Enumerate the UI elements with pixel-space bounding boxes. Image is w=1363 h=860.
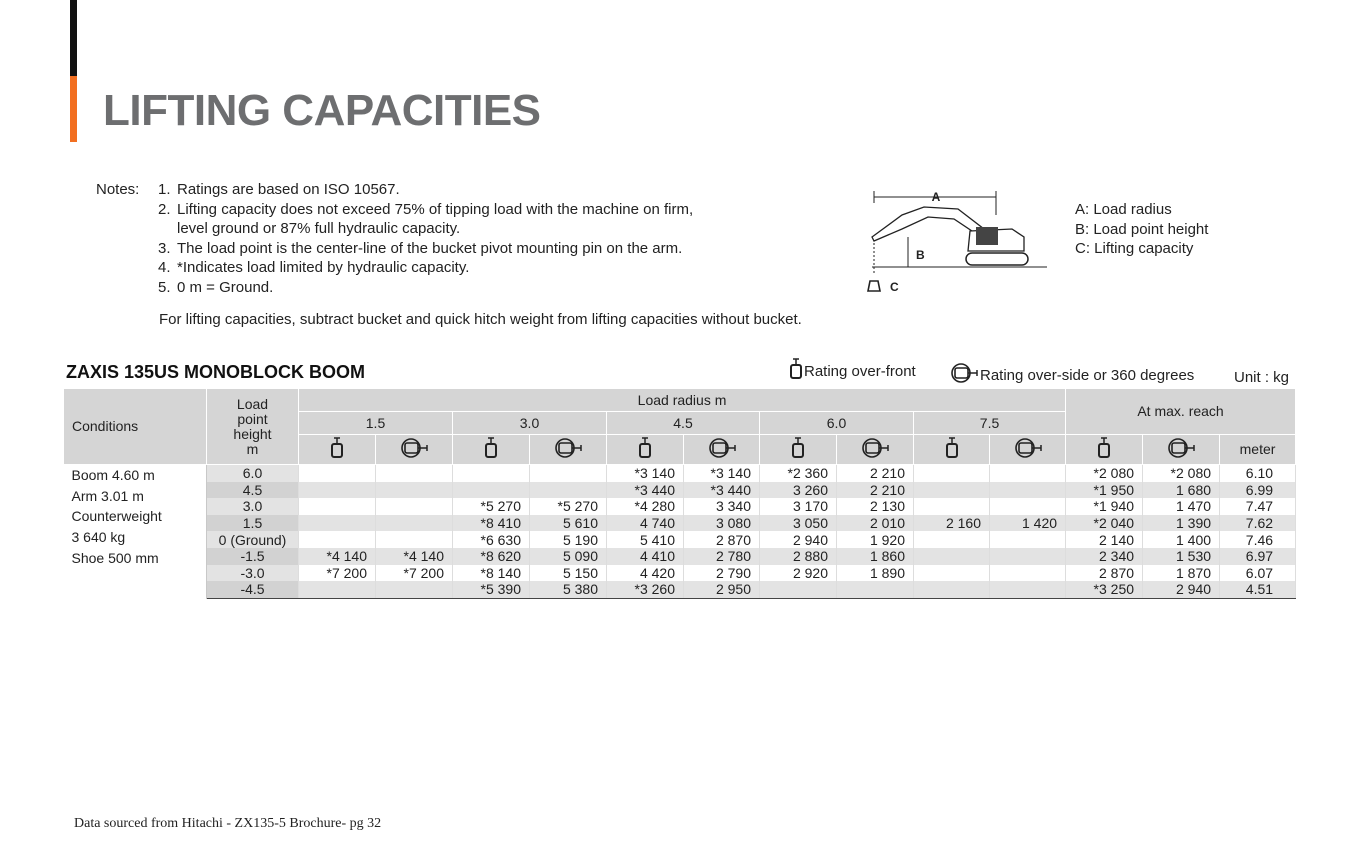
capacity-cell: 3 260 [760,482,837,499]
capacity-cell: 6.10 [1220,465,1296,482]
capacity-cell [990,531,1066,548]
load-point-height-cell: -1.5 [207,548,299,565]
capacity-cell: 3 170 [760,498,837,515]
load-point-height-cell: 3.0 [207,498,299,515]
capacity-cell: 4 740 [607,515,684,532]
note-number: 3. [158,239,171,257]
capacity-cell: 2 140 [1066,531,1143,548]
header-load-radius: Load radius m [299,389,1066,412]
condition-line: Boom 4.60 m [71,467,155,483]
capacity-cell [376,515,453,532]
legend-item: A: Load radius [1075,201,1172,218]
note-item [158,200,858,239]
capacity-cell [299,515,376,532]
capacity-cell: *3 440 [607,482,684,499]
capacity-cell [530,465,607,482]
capacity-cell: 4 420 [607,565,684,582]
lifting-capacity-table [63,388,1296,599]
capacity-cell: *2 080 [1143,465,1220,482]
capacity-cell: 2 210 [837,482,914,499]
capacity-cell: 6.97 [1220,548,1296,565]
capacity-cell: 4 410 [607,548,684,565]
capacity-cell [914,465,990,482]
capacity-cell: 5 190 [530,531,607,548]
capacity-cell: 7.46 [1220,531,1296,548]
note-item [158,239,858,259]
notes-label: Notes: [96,181,140,198]
capacity-cell: 3 080 [684,515,760,532]
header-radius: 6.0 [760,412,914,435]
capacity-cell: 7.62 [1220,515,1296,532]
load-point-height-cell: 0 (Ground) [207,531,299,548]
capacity-cell: 2 160 [914,515,990,532]
capacity-cell: 1 470 [1143,498,1220,515]
capacity-cell [376,531,453,548]
capacity-cell: 5 610 [530,515,607,532]
cab-shape [976,227,998,245]
capacity-cell: 7.47 [1220,498,1296,515]
capacity-cell: 2 940 [760,531,837,548]
capacity-cell: *6 630 [453,531,530,548]
condition-line: Shoe 500 mm [71,549,159,566]
notes-list [158,180,858,297]
rating-front-label: Rating over-front [804,363,916,380]
accent-bar-orange [70,76,77,142]
over-side-icon [948,362,980,384]
table-row [64,581,1296,598]
note-text: 0 m = Ground. [177,278,274,296]
over-front-icon [788,358,804,380]
rating-front-legend [788,358,916,380]
capacity-cell: 2 780 [684,548,760,565]
over-side-icon [376,435,453,465]
track-shape [966,253,1028,265]
over-side-icon [684,435,760,465]
capacity-cell: 1 870 [1143,565,1220,582]
capacity-cell: 6.07 [1220,565,1296,582]
header-radius: 4.5 [607,412,760,435]
capacity-cell: 2 130 [837,498,914,515]
capacity-cell: *8 140 [453,565,530,582]
capacity-cell: 1 420 [990,515,1066,532]
capacity-cell: *8 410 [453,515,530,532]
conditions-cell [64,465,207,599]
capacity-cell: 5 150 [530,565,607,582]
table-title: ZAXIS 135US MONOBLOCK BOOM [66,362,366,382]
capacity-cell: *7 200 [299,565,376,582]
capacity-cell: *3 260 [607,581,684,598]
dimension-b-label: B [916,248,925,262]
table-row [64,548,1296,565]
page-title: LIFTING CAPACITIES [103,86,541,135]
capacity-cell: 1 530 [1143,548,1220,565]
capacity-cell: 2 790 [684,565,760,582]
capacity-cell: *5 270 [530,498,607,515]
capacity-cell [376,581,453,598]
load-point-height-cell: -3.0 [207,565,299,582]
over-front-icon [607,435,684,465]
note-item [158,278,858,298]
note-number: 1. [158,181,171,198]
header-load-point-height: Load point height m [207,389,299,465]
load-point-height-cell: 6.0 [207,465,299,482]
over-front-icon [760,435,837,465]
capacity-cell [914,548,990,565]
capacity-cell: 1 400 [1143,531,1220,548]
over-side-icon [530,435,607,465]
table-row [64,531,1296,548]
table-row [64,565,1296,582]
over-front-icon [1066,435,1143,465]
capacity-cell: *2 040 [1066,515,1143,532]
source-footer: Data sourced from Hitachi - ZX135-5 Brochure- pg 32 [74,816,382,831]
note-text: The load point is the center-line of the bucket pivot mounting pin on the arm. [177,239,683,257]
note-item [158,180,858,200]
header-radius: 7.5 [914,412,1066,435]
capacity-cell: 1 860 [837,548,914,565]
accent-bar-black [70,0,77,76]
load-point-height-cell: -4.5 [207,581,299,598]
capacity-cell: 5 090 [530,548,607,565]
legend-item: C: Lifting capacity [1075,240,1194,257]
capacity-cell: 1 920 [837,531,914,548]
capacity-cell: 4.51 [1220,581,1296,598]
note-number: 2. [158,200,171,218]
capacity-cell: 6.99 [1220,482,1296,499]
capacity-cell: 2 920 [760,565,837,582]
capacity-cell [990,565,1066,582]
capacity-cell: *2 360 [760,465,837,482]
note-number: 5. [158,278,171,296]
condition-line: Arm 3.01 m [71,487,144,504]
capacity-cell: 5 410 [607,531,684,548]
capacity-cell [376,482,453,499]
capacity-cell [990,498,1066,515]
over-side-icon [1143,435,1220,465]
rating-side-label: Rating over-side or 360 degrees [980,367,1195,384]
note-item [158,258,858,278]
capacity-cell [760,581,837,598]
capacity-cell [299,482,376,499]
capacity-cell [376,465,453,482]
load-point-height-cell: 1.5 [207,515,299,532]
capacity-cell: 1 890 [837,565,914,582]
dimension-c-label: C [890,280,899,294]
capacity-cell [453,482,530,499]
capacity-cell: 2 880 [760,548,837,565]
capacity-cell: 5 380 [530,581,607,598]
capacity-cell: *1 940 [1066,498,1143,515]
capacity-cell [453,465,530,482]
capacity-cell: *3 440 [684,482,760,499]
capacity-cell: *1 950 [1066,482,1143,499]
capacity-cell: *3 250 [1066,581,1143,598]
capacity-cell: *3 140 [607,465,684,482]
capacity-cell: 3 340 [684,498,760,515]
rating-side-legend [948,362,1194,384]
capacity-cell [990,581,1066,598]
capacity-cell [914,498,990,515]
capacity-cell: 1 390 [1143,515,1220,532]
capacity-cell: 2 870 [1066,565,1143,582]
capacity-cell [837,581,914,598]
note-text-continued: level ground or 87% full hydraulic capacity. [177,220,461,237]
capacity-cell: 2 950 [684,581,760,598]
capacity-cell [299,465,376,482]
capacity-cell: *8 620 [453,548,530,565]
header-radius: 1.5 [299,412,453,435]
capacity-cell [990,482,1066,499]
capacity-cell: 2 210 [837,465,914,482]
capacity-cell [914,565,990,582]
load-weight-icon [868,281,880,291]
capacity-cell: *4 280 [607,498,684,515]
header-radius: 3.0 [453,412,607,435]
capacity-cell: *2 080 [1066,465,1143,482]
capacity-cell: 2 340 [1066,548,1143,565]
capacity-cell: *7 200 [376,565,453,582]
table-row [64,498,1296,515]
capacity-cell: *4 140 [299,548,376,565]
note-text: Ratings are based on ISO 10567. [177,181,400,198]
over-side-icon [837,435,914,465]
unit-label: Unit : kg [1234,369,1290,386]
capacity-cell [376,498,453,515]
capacity-cell [299,581,376,598]
capacity-cell: *5 390 [453,581,530,598]
header-meter: meter [1220,435,1296,465]
table-row [64,482,1296,499]
capacity-cell: 1 680 [1143,482,1220,499]
capacity-cell: 2 010 [837,515,914,532]
capacity-cell [914,531,990,548]
over-front-icon [299,435,376,465]
condition-line: 3 640 kg [71,529,126,546]
header-conditions: Conditions [64,389,207,465]
table-row [64,515,1296,532]
note-text: Lifting capacity does not exceed 75% of tipping load with the machine on firm, [177,200,694,218]
note-number: 4. [158,259,171,276]
note-text: *Indicates load limited by hydraulic capacity. [177,259,470,276]
capacity-cell [914,482,990,499]
capacity-cell: 2 940 [1143,581,1220,598]
boom-arm-shape [872,207,984,241]
load-point-height-cell: 4.5 [207,482,299,499]
capacity-cell: 3 050 [760,515,837,532]
capacity-cell [990,465,1066,482]
capacity-cell [299,498,376,515]
header-at-max-reach: At max. reach [1066,389,1296,435]
over-front-icon [453,435,530,465]
capacity-cell: *5 270 [453,498,530,515]
capacity-cell [990,548,1066,565]
capacity-cell [299,531,376,548]
capacity-cell: 2 870 [684,531,760,548]
dimension-a-label: A [931,190,941,204]
table-row [64,465,1296,482]
capacity-cell [914,581,990,598]
capacity-cell: *3 140 [684,465,760,482]
over-side-icon [990,435,1066,465]
capacity-cell [530,482,607,499]
legend-item: B: Load point height [1075,220,1209,238]
over-front-icon [914,435,990,465]
excavator-diagram [862,185,1052,300]
condition-line: Counterweight [71,508,162,525]
subtract-note: For lifting capacities, subtract bucket and quick hitch weight from lifting capacities without bucket. [159,311,802,328]
diagram-legend [1075,200,1208,259]
capacity-cell: *4 140 [376,548,453,565]
